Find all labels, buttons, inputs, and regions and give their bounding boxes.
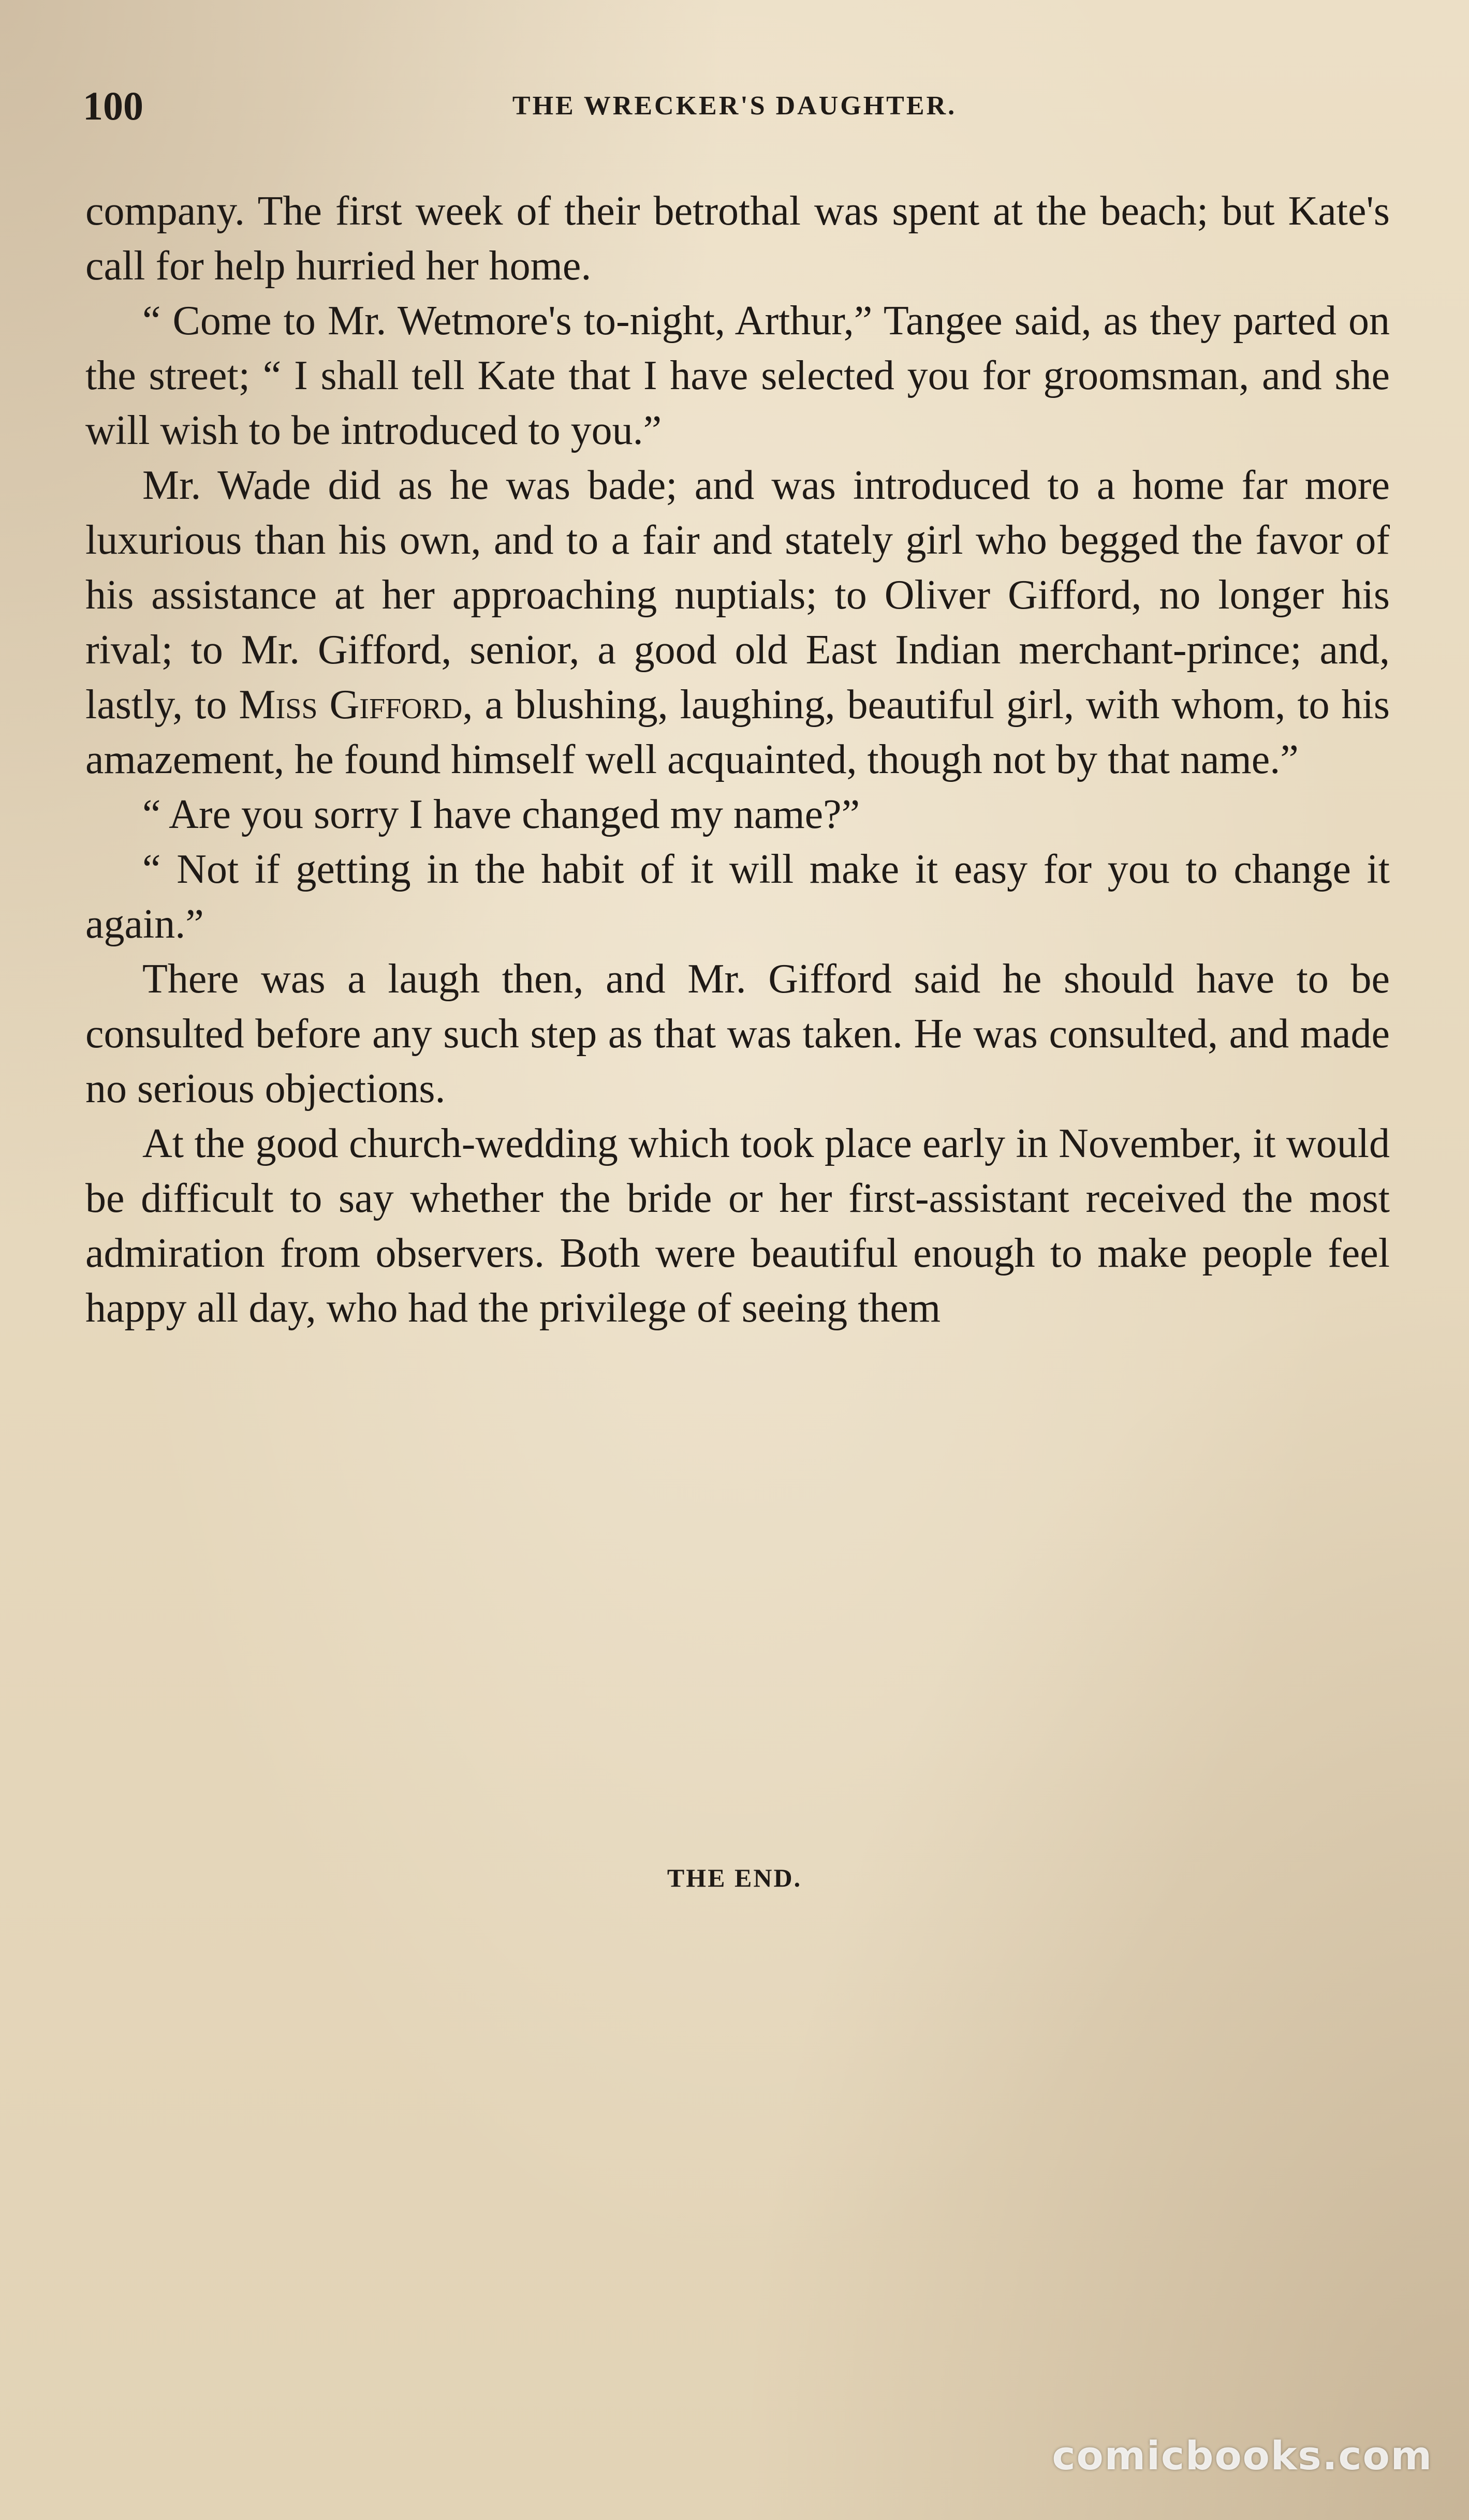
paragraph-1: company. The first week of their betrothal was spent at the beach; but Kate's call for help hurried her home.: [85, 188, 1390, 289]
paragraph-2: “ Come to Mr. Wetmore's to-night, Arthur,” Tangee said, as they parted on the street; “ I shall tell Kate that I have selected you for groomsman, and she will wish to be introduced to you.”: [85, 298, 1390, 453]
page-header: [83, 78, 1386, 135]
site-watermark: comicbooks.com: [1052, 2433, 1433, 2479]
paragraph-3-text: Mr. Wade did as he was bade; and was introduced to a home far more luxurious than his own, and to a fair and stately girl who begged the favor of his assistance at her approaching nuptials; to Oliver Gifford, no longer his rival; to Mr. Gifford, senior, a good old East Indian merchant-prince; and, lastly, to: [85, 463, 1390, 728]
paragraph-3: [85, 458, 1390, 787]
page-number: 100: [83, 83, 143, 128]
running-head: THE WRECKER'S DAUGHTER.: [512, 91, 957, 121]
paragraph-6: There was a laugh then, and Mr. Gifford said he should have to be consulted before any such step as that was taken. He was consulted, and made no serious objections.: [85, 956, 1390, 1111]
the-end: THE END.: [667, 1863, 802, 1892]
paragraph-4: “ Are you sorry I have changed my name?”: [142, 792, 860, 837]
miss-gifford-name: Miss Gifford: [239, 682, 463, 728]
paragraph-3-tail: , a blushing, laughing, beautiful girl, with whom, to his amazement, he found himself well acquainted, though not by that name.”: [85, 682, 1390, 782]
paragraph-7: At the good church-wedding which took place early in November, it would be difficult to say whether the bride or her first-assistant received the most admiration from observers. Both were beautiful enough to make people feel happy all day, who had the privilege of seeing them: [85, 1121, 1390, 1331]
paragraph-5: “ Not if getting in the habit of it will make it easy for you to change it again.”: [85, 847, 1390, 947]
body-text: [85, 184, 1390, 1336]
